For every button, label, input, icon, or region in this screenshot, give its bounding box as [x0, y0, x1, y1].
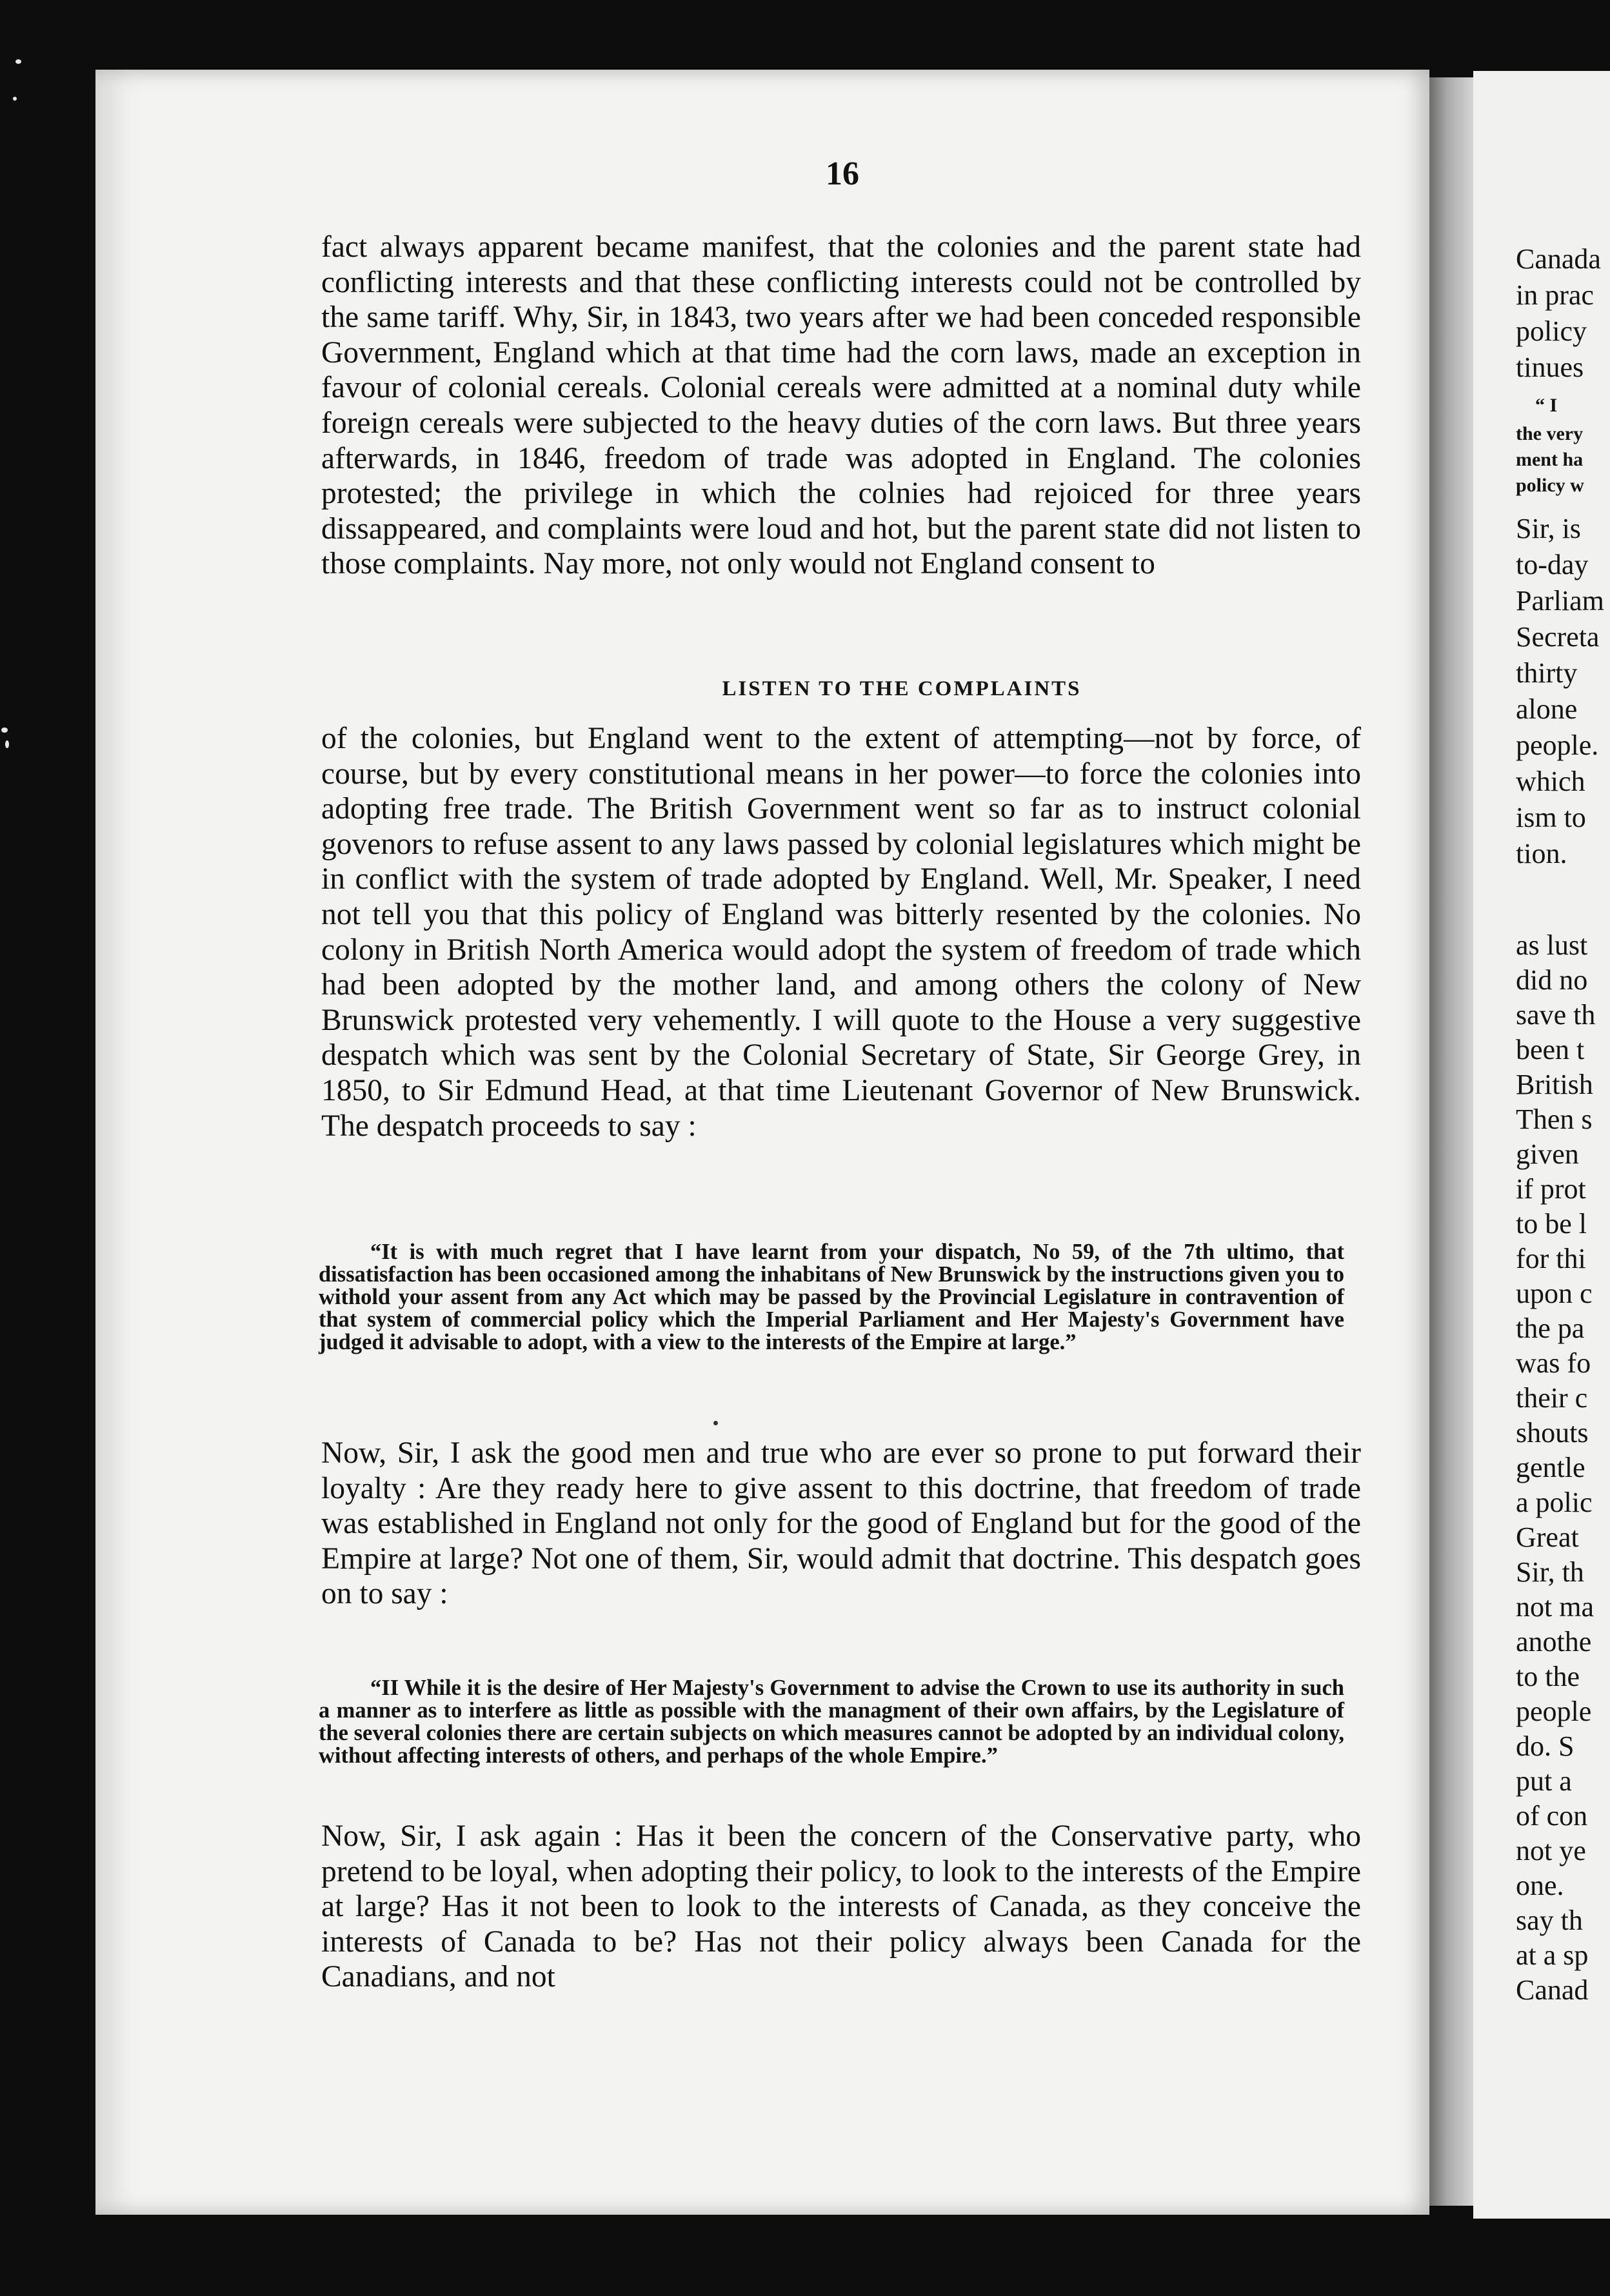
section-subheading-text: LISTEN TO THE COMPLAINTS	[722, 677, 1082, 700]
right-fragment: the pa	[1516, 1312, 1585, 1344]
page-number: 16	[826, 155, 859, 192]
section-subheading	[0, 677, 1610, 701]
right-fragment: people.	[1516, 729, 1599, 761]
right-fragment: not ye	[1516, 1835, 1586, 1866]
right-fragment: Sir, is	[1516, 513, 1581, 544]
right-fragment: “ I	[1535, 395, 1558, 416]
scan-speck	[15, 59, 21, 64]
right-fragment: not ma	[1516, 1591, 1594, 1623]
right-fragment: Great	[1516, 1521, 1579, 1553]
right-fragment: been t	[1516, 1034, 1585, 1065]
right-fragment: Canada	[1516, 243, 1601, 275]
right-fragment: as lust	[1516, 929, 1588, 961]
right-fragment: one.	[1516, 1870, 1564, 1901]
right-fragment: Canad	[1516, 1974, 1589, 2006]
right-fragment: ism to	[1516, 802, 1586, 833]
right-fragment: upon c	[1516, 1278, 1593, 1309]
right-fragment: to be l	[1516, 1208, 1587, 1240]
right-fragment: anothe	[1516, 1626, 1592, 1658]
book-gutter	[1429, 77, 1473, 2206]
paragraph-loyalty: Now, Sir, I ask the good men and true who are ever so prone to put forward their loyalty : Are they ready here to give assent to this doctrine, that freedom of trade was established in England not only for the good of England but for the good of the Empire at large? Not one of them, Sir, would admit that doctrine. This despatch goes on to say :	[321, 1436, 1361, 1611]
right-fragment: a polic	[1516, 1487, 1593, 1518]
right-fragment: Secreta	[1516, 621, 1600, 653]
right-fragment: to-day	[1516, 549, 1589, 580]
right-fragment: if prot	[1516, 1173, 1586, 1205]
right-fragment: was fo	[1516, 1347, 1591, 1379]
scan-speck	[1, 727, 8, 733]
quote-crown-authority	[319, 1677, 1344, 1767]
quote-grey-despatch	[319, 1241, 1344, 1354]
right-fragment: the very	[1516, 423, 1584, 444]
quote-grey-despatch-text: “It is with much regret that I have learnt from your dispatch, No 59, of the 7th ultimo, that dissatisfaction has been occasioned among the inhabitans of New Brunswick by the instructions given you to withold your assent from any Act which may be passed by the Provincial Legislature in contravention of that system of commercial policy which the Imperial Parliament and Her Majesty's Government have judged it advisable to adopt, with a view to the interests of the Empire at large.”	[319, 1240, 1344, 1354]
right-fragment: tinues	[1516, 351, 1584, 383]
quote-crown-authority-text: “II While it is the desire of Her Majesty's Government to advise the Crown to use its authority in such a manner as to interfere as little as possible with the managment of their own affairs, by the Legislature of the several colonies there are certain subjects on which measures cannot be adopted by an individual colony, without affecting interests of others, and perhaps of the whole Empire.”	[319, 1676, 1344, 1768]
right-fragment: gentle	[1516, 1452, 1585, 1483]
right-fragment: for thi	[1516, 1243, 1586, 1274]
right-fragment: Then s	[1516, 1103, 1593, 1135]
ink-dot	[713, 1421, 718, 1425]
right-fragment: given	[1516, 1138, 1579, 1170]
right-fragment: put a	[1516, 1765, 1572, 1797]
right-fragment: Parliam	[1516, 585, 1604, 617]
right-fragment: tion.	[1516, 838, 1567, 869]
scan-speck	[13, 97, 17, 101]
right-fragment: their c	[1516, 1382, 1588, 1414]
right-fragment: save th	[1516, 999, 1596, 1031]
right-fragment: do. S	[1516, 1730, 1575, 1762]
right-fragment: which	[1516, 766, 1585, 797]
right-fragment: people	[1516, 1696, 1592, 1727]
right-fragment: ment ha	[1516, 449, 1584, 470]
right-fragment: shouts	[1516, 1417, 1589, 1449]
paragraph-conservative: Now, Sir, I ask again : Has it been the concern of the Conservative party, who pretend to be loyal, when adopting their policy, to look to the interests of the Empire at large? Has it not been to look to the interests of Canada, as they conceive the interests of Canada to be? Has not their policy always been Canada for the Canadians, and not	[321, 1819, 1361, 1994]
right-fragment: at a sp	[1516, 1939, 1589, 1971]
right-fragment: did no	[1516, 964, 1588, 996]
right-fragment: to the	[1516, 1661, 1580, 1692]
paragraph-free-trade: of the colonies, but England went to the extent of attempting—not by force, of course, but by every constitutional means in her power—to force the colonies into adopting free trade. The British Government went so far as to instruct colonial govenors to refuse assent to any laws passed by colonial legislatures which might be in conflict with the system of trade adopted by England. Well, Mr. Speaker, I need not tell you that this policy of England was bitterly resented by the colonies. No colony in British North America would adopt the system of freedom of trade which had been adopted by the mother land, and among others the colony of New Brunswick protested very vehemently. I will quote to the House a very suggestive despatch which was sent by the Colonial Secretary of State, Sir George Grey, in 1850, to Sir Edmund Head, at that time Lieutenant Governor of New Brunswick. The despatch proceeds to say :	[321, 722, 1361, 1143]
right-fragment: say th	[1516, 1905, 1583, 1936]
paragraph-corn-laws: fact always apparent became manifest, that the colonies and the parent state had conflicting interests and that these conflicting interests could not be controlled by the same tariff. Why, Sir, in 1843, two years after we had been conceded responsible Government, England which at that time had the corn laws, made an exception in favour of colonial cereals. Colonial cereals were admitted at a nominal duty while foreign cereals were subjected to the heavy duties of the corn laws. But three years afterwards, in 1846, freedom of trade was adopted in England. The colonies protested; the privilege in which the colnies had rejoiced for three years dissappeared, and complaints were loud and hot, but the parent state did not listen to those complaints. Nay more, not only would not England consent to	[321, 230, 1361, 581]
right-fragment: in prac	[1516, 279, 1594, 311]
right-fragment: Sir, th	[1516, 1556, 1584, 1588]
right-fragment: of con	[1516, 1800, 1588, 1832]
right-fragment: policy	[1516, 315, 1587, 347]
right-fragment: policy w	[1516, 475, 1584, 496]
right-fragment: alone	[1516, 693, 1578, 725]
right-fragment: British	[1516, 1069, 1593, 1100]
right-fragment: thirty	[1516, 657, 1578, 689]
scan-speck	[5, 740, 9, 748]
